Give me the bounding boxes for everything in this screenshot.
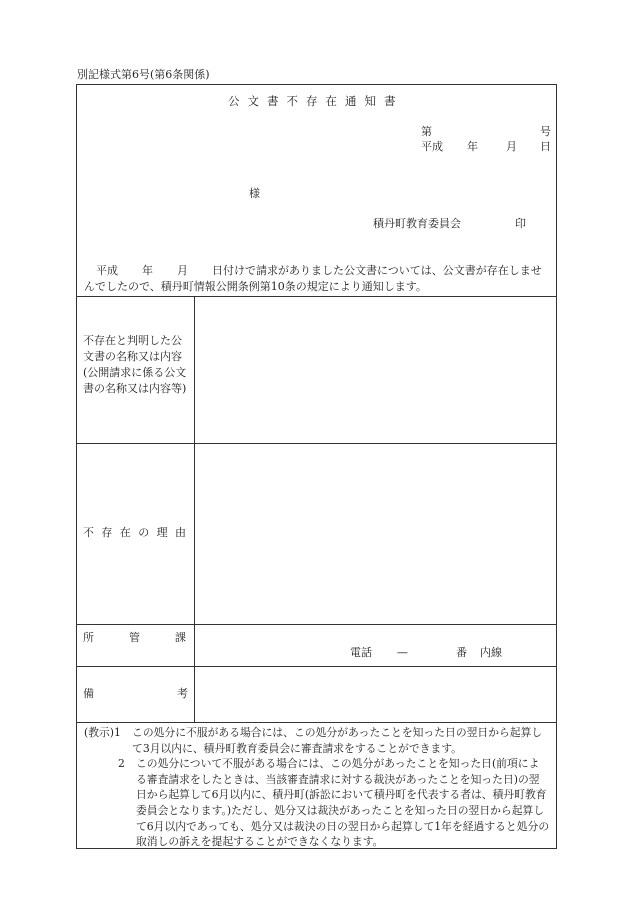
reason-label-text: 不存在の理由 xyxy=(83,526,194,539)
divider-remarks xyxy=(76,722,557,723)
addressee-suffix: 様 xyxy=(249,187,260,200)
note-item-2 xyxy=(84,756,550,850)
notice-body: 日付けで請求がありました公文書については、公文書が存在しませんでしたので、積丹町情報公開条例第10条の規定により通知します。 xyxy=(84,264,542,293)
remarks-label: 備考 xyxy=(83,687,271,700)
issuer-seal: 印 xyxy=(515,217,526,230)
divider-reason xyxy=(76,624,557,625)
phone-extension: 内線 xyxy=(480,646,502,659)
notice-year: 年 xyxy=(142,264,153,277)
phone-ban: 番 xyxy=(456,646,467,659)
date-day: 日 xyxy=(540,140,551,153)
document-name-label: 不存在と判明した公文書の名称又は内容(公開請求に係る公文書の名称又は内容等) xyxy=(83,334,187,395)
note-item-1 xyxy=(84,725,550,756)
document-title: 公文書不存在通知書 xyxy=(228,94,404,108)
phone-label: 電話 xyxy=(350,646,372,659)
note-item-2-number: 2 xyxy=(118,757,125,771)
note-item-1-number: 1 xyxy=(114,726,121,739)
notice-text xyxy=(84,263,550,295)
column-separator xyxy=(194,296,195,722)
date-year: 年 xyxy=(467,140,478,153)
number-prefix: 第 xyxy=(421,125,432,138)
form-label: 別記様式第6号(第6条関係) xyxy=(77,68,210,81)
date-era: 平成 xyxy=(421,140,443,153)
phone-dash: — xyxy=(397,646,408,659)
notes-heading: (教示) xyxy=(84,726,115,739)
notice-era: 平成 xyxy=(96,264,118,277)
notice-month: 月 xyxy=(177,264,188,277)
note-item-1-text: この処分に不服がある場合には、この処分があったことを知った日の翌日から起算して3月以内に、積丹町教育委員会に審査請求をすることができます。 xyxy=(132,726,543,755)
divider-department xyxy=(76,666,557,667)
issuer-name: 積丹町教育委員会 xyxy=(373,217,461,230)
divider-document-name xyxy=(76,443,557,444)
note-item-2-text: この処分について不服がある場合には、この処分があったことを知った日(前項による審査請求をしたときは、当該審査請求に対する裁決があったことを知った日)の翌日から起算して6月以内に、積丹町(訴訟において積丹町を代表する者は、積丹町教育委員会となります。)ただし、処分又は裁決があったことを知った日の翌日から起算して6月以内であっても、処分又は裁決の日の翌日から起算して1年を経過すると処分の取消しの訴えを提起することができなくなります。 xyxy=(136,757,550,849)
number-suffix: 号 xyxy=(540,125,551,138)
divider-header xyxy=(76,296,557,297)
reason-label xyxy=(83,526,194,539)
instruction-notes xyxy=(84,725,550,850)
department-label: 所管課 xyxy=(83,631,221,644)
date-month: 月 xyxy=(506,140,517,153)
